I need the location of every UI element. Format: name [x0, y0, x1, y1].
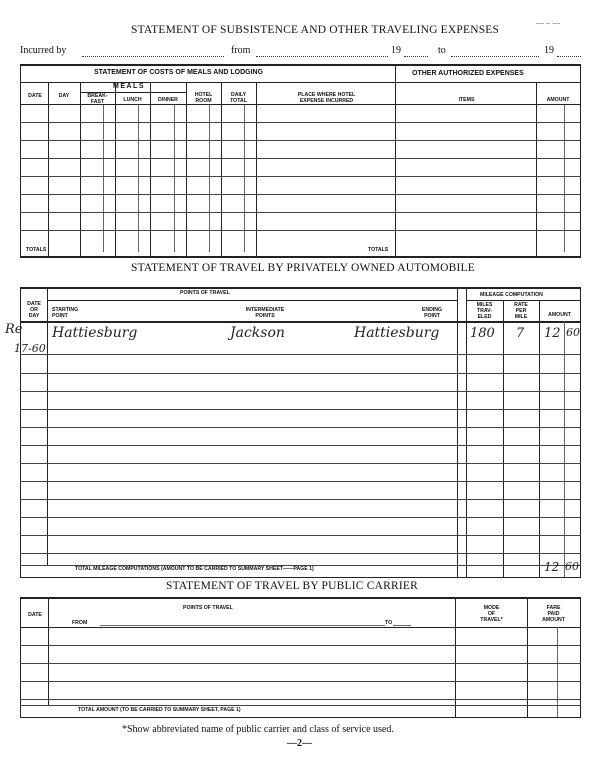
col-daily-total: DAILY TOTAL [230, 92, 247, 104]
col-hotel-room: HOTEL ROOM [194, 92, 213, 104]
carrier-total-label: TOTAL AMOUNT (TO BE CARRIED TO SUMMARY SHEET, PAGE 1) [78, 707, 241, 713]
total-mileage-dollars[interactable]: 12 [544, 560, 560, 574]
mileage-header: MILEAGE COMPUTATION [480, 292, 543, 298]
to-year-field[interactable] [557, 56, 581, 57]
from-date-field[interactable] [256, 56, 388, 57]
col-day: DAY [58, 93, 70, 99]
from-year-label: 19 [391, 45, 401, 56]
incurred-by-field[interactable] [82, 56, 224, 57]
auto-col-miles: MILES TRAV- ELED [476, 302, 493, 320]
carrier-col-from: FROM [72, 620, 88, 626]
to-label: to [438, 45, 446, 56]
carrier-section-title: STATEMENT OF TRAVEL BY PUBLIC CARRIER [166, 580, 418, 592]
carrier-col-points: POINTS OF TRAVEL [183, 605, 233, 611]
from-label: from [231, 45, 251, 56]
col-amount: AMOUNT [546, 97, 570, 103]
entry-amount-cents[interactable]: 60 [566, 326, 580, 339]
auto-points-header: POINTS OF TRAVEL [180, 290, 230, 296]
incurred-by-label: Incurred by [20, 45, 67, 56]
total-mileage-label: TOTAL MILEAGE COMPUTATIONS (AMOUNT TO BE CARRIED TO SUMMARY SHEET——PAGE 1) [75, 566, 314, 572]
entry-starting-point[interactable]: Hattiesburg [52, 325, 138, 341]
carrier-col-to: TO [385, 620, 393, 626]
from-year-field[interactable] [404, 56, 428, 57]
corner-mark: ~~ ~ ~~ [536, 21, 561, 28]
auto-col-starting: STARTING POINT [52, 307, 79, 319]
entry-date-line2: 17-60 [14, 342, 46, 355]
entry-ending-point[interactable]: Hattiesburg [354, 325, 440, 341]
meals-section-title: STATEMENT OF COSTS OF MEALS AND LODGING [94, 69, 264, 76]
carrier-col-mode: MODE OF TRAVEL* [480, 605, 503, 623]
entry-rate[interactable]: 7 [516, 326, 525, 341]
auto-col-amount: AMOUNT [548, 312, 571, 318]
entry-date-line1: Re [5, 322, 23, 337]
to-year-label: 19 [544, 45, 554, 56]
auto-col-ending: ENDING POINT [421, 307, 443, 319]
col-date: DATE [28, 93, 42, 99]
entry-amount-dollars[interactable]: 12 [544, 326, 561, 341]
to-date-field[interactable] [451, 56, 539, 57]
carrier-col-date: DATE [28, 612, 42, 618]
carrier-col-fare: FARE PAID AMOUNT [542, 605, 565, 623]
totals-right-label: TOTALS [368, 247, 389, 253]
auto-col-rate: RATE PER MILE [514, 302, 528, 320]
other-expenses-title: OTHER AUTHORIZED EXPENSES [412, 70, 524, 77]
meals-group-label: MEALS [113, 83, 145, 90]
col-dinner: DINNER [158, 97, 178, 103]
entry-intermediate-points[interactable]: Jackson [230, 325, 285, 341]
auto-col-date: DATE OR DAY [27, 301, 41, 319]
totals-left-label: TOTALS [26, 247, 47, 253]
page-number: —2— [287, 738, 312, 749]
auto-section-title: STATEMENT OF TRAVEL BY PRIVATELY OWNED AUTOMOBILE [131, 262, 476, 274]
col-items: ITEMS [458, 97, 475, 103]
total-mileage-cents[interactable]: 60 [565, 560, 579, 573]
entry-miles[interactable]: 180 [470, 326, 495, 341]
col-lunch: LUNCH [123, 97, 142, 103]
col-place: PLACE WHERE HOTEL EXPENSE INCURRED [297, 92, 356, 104]
footnote: *Show abbreviated name of public carrier and class of service used. [122, 724, 394, 735]
form-title: STATEMENT OF SUBSISTENCE AND OTHER TRAVELING EXPENSES [131, 24, 500, 36]
col-breakfast: BREAK- FAST [87, 93, 108, 105]
auto-col-intermediate: INTERMEDIATE POINTS [245, 307, 285, 319]
